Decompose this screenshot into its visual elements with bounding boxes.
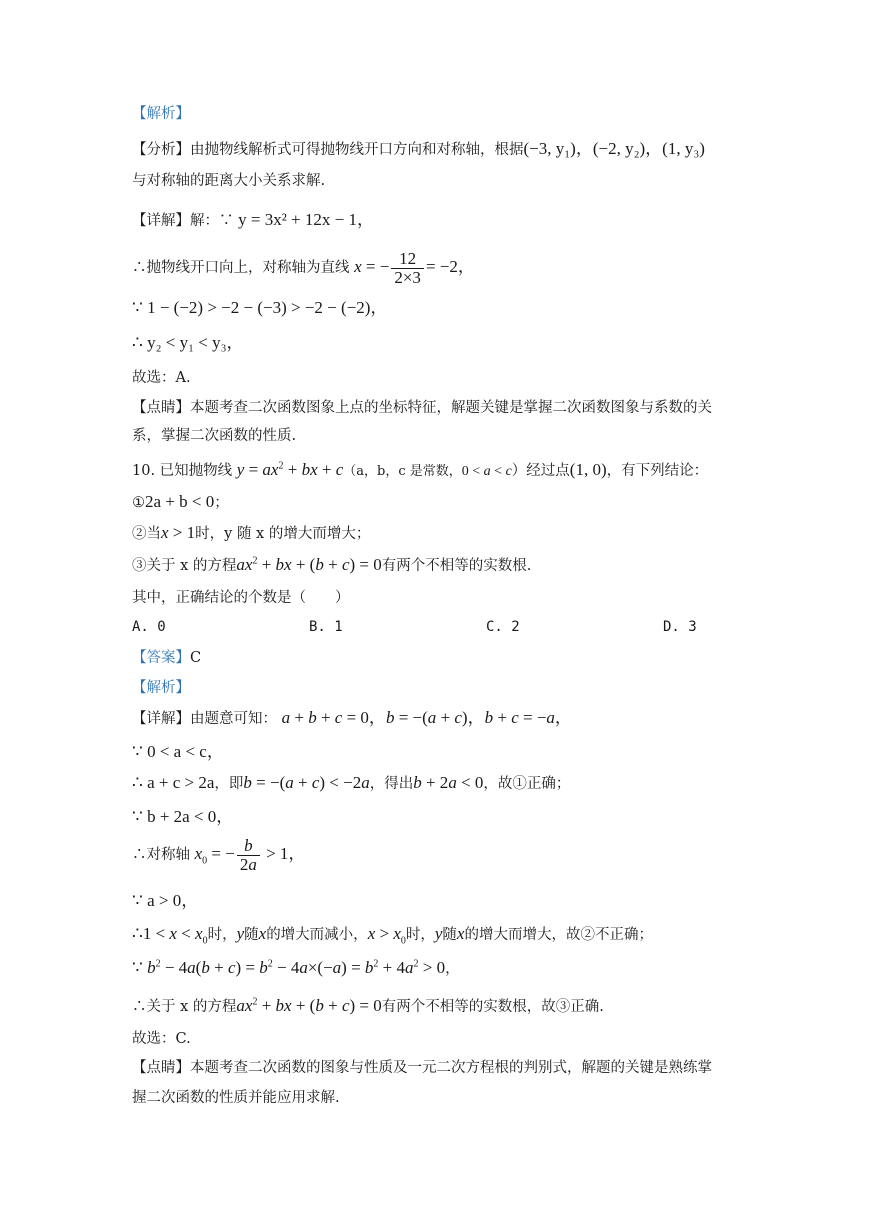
conclusion-3 bbox=[132, 555, 531, 576]
detail2-line bbox=[132, 708, 572, 729]
fenxi-label: 【分析】 bbox=[132, 142, 190, 158]
choose2-line: 故选：C. bbox=[132, 1031, 191, 1047]
derive-b: ，即 bbox=[214, 776, 244, 792]
answer-value: C bbox=[190, 650, 202, 666]
axis2-line bbox=[132, 836, 305, 874]
fenxi-text: 由抛物线解析式可得抛物线开口方向和对称轴，根据 bbox=[190, 142, 524, 158]
detail-intro: 解：∵ bbox=[190, 213, 234, 229]
roots-prefix: ∴关于 x 的方程 bbox=[132, 999, 237, 1015]
q10-stem bbox=[132, 460, 708, 482]
b2a-line: ∵ b + 2a < 0， bbox=[132, 807, 234, 826]
q10-prefix: 10. 已知抛物线 bbox=[132, 463, 233, 479]
comment-line-2: 系，掌握二次函数的性质. bbox=[132, 428, 297, 444]
derive-d: ，故①正确； bbox=[483, 776, 571, 792]
c1-suffix: ； bbox=[214, 495, 229, 511]
mono-c: 的增大而减小， bbox=[266, 927, 368, 943]
mono-x2: x bbox=[456, 924, 465, 943]
c3-suffix: 有两个不相等的实数根. bbox=[381, 558, 532, 574]
derive-eq: b = −(a + c) < −2a bbox=[243, 773, 370, 792]
q10-ineq: 0 < a < c bbox=[461, 464, 512, 479]
mono-a: 时， bbox=[207, 927, 237, 943]
a-positive-line: ∵ a > 0， bbox=[132, 891, 199, 910]
detail2-intro: 由题意可知： bbox=[190, 711, 277, 727]
c2-prefix: ②当 bbox=[132, 526, 161, 542]
axis-formula: x = − $\frac{12}{2\times 3}$ bbox=[354, 257, 426, 276]
q10-question: 其中，正确结论的个数是（ ） bbox=[132, 590, 350, 606]
axis-result: = −2， bbox=[425, 257, 475, 276]
mono-b: 随 bbox=[244, 927, 259, 943]
roots-eq: $ax^2$ + bx + (b + c) = 0 bbox=[236, 996, 382, 1015]
discriminant-line bbox=[132, 958, 460, 979]
comment2-line-2: 握二次函数的性质并能应用求解. bbox=[132, 1090, 340, 1106]
option-a: A. 0 bbox=[132, 619, 166, 635]
mono-y2: y bbox=[434, 924, 443, 943]
ineq-line: ∵ 0 < a < c， bbox=[132, 742, 224, 761]
c2-ineq: x > 1 bbox=[161, 523, 196, 542]
c3-eq: $ax^2$ + bx + (b + c) = 0 bbox=[236, 555, 382, 574]
detail2-formulas: a + b + c = 0，b = −(a + c)，b + c = −a， bbox=[281, 708, 572, 727]
mono-e: 随 bbox=[442, 927, 457, 943]
axis2-prefix: ∴对称轴 bbox=[132, 847, 190, 863]
comment2-line-1 bbox=[132, 1058, 712, 1078]
derive-c: ，得出 bbox=[369, 776, 414, 792]
analysis-line bbox=[132, 139, 705, 160]
axis2-formula: $x_0$ = − $\frac{b}{2a}$ > 1， bbox=[194, 835, 306, 874]
conclusion-1 bbox=[132, 492, 229, 513]
axis-text: ∴抛物线开口向上，对称轴为直线 bbox=[132, 260, 350, 276]
q10-equation: $y = ax^2$ + bx + c bbox=[236, 460, 344, 479]
comment2-text: 本题考查二次函数的图象与性质及一元二次方程根的判别式，解题的关键是熟练掌 bbox=[190, 1060, 712, 1076]
comment-text: 本题考查二次函数图象上点的坐标特征，解题关键是掌握二次函数图象与系数的关 bbox=[190, 400, 712, 416]
compare-line: ∵ 1 − (−2) > −2 − (−3) > −2 − (−2)， bbox=[132, 298, 388, 317]
q10-cond: （a，b，c 是常数， bbox=[343, 464, 462, 479]
choose-line: 故选：A. bbox=[132, 370, 191, 386]
axis-line bbox=[132, 249, 475, 287]
detail-line bbox=[132, 210, 374, 231]
answer-label: 【答案】 bbox=[132, 650, 190, 666]
c1-eq: 2a + b < 0 bbox=[145, 492, 215, 511]
derive-line bbox=[132, 773, 570, 794]
roots-suffix: 有两个不相等的实数根，故③正确. bbox=[381, 999, 604, 1015]
detail2-label: 【详解】 bbox=[132, 711, 190, 727]
derive-result: b + 2a < 0 bbox=[413, 773, 484, 792]
mono-x1: x bbox=[258, 924, 267, 943]
monotone-line bbox=[132, 924, 653, 945]
mono-y1: y bbox=[236, 924, 245, 943]
order-line: ∴ y₂ < y₁ < y₃， bbox=[132, 333, 244, 352]
q10-point: (1, 0) bbox=[569, 460, 607, 479]
answer-line bbox=[132, 648, 201, 668]
q10-cond2: ）经过点 bbox=[511, 463, 570, 479]
discriminant-comma: ， bbox=[445, 961, 460, 977]
fenxi-points: (−3, y₁)，(−2, y₂)，(1, y₃) bbox=[523, 139, 705, 158]
mono-d: 时， bbox=[405, 927, 435, 943]
detail-label: 【详解】 bbox=[132, 213, 190, 229]
c3-prefix: ③关于 x 的方程 bbox=[132, 558, 237, 574]
c2-suffix: 时，y 随 x 的增大而增大； bbox=[195, 526, 371, 542]
mono-range-1: ∴1 < $x < x_0$ bbox=[132, 924, 208, 947]
discriminant-formula: ∵ $b^2 - 4a(b + c) = b^2 - 4a\times(-a) = b^2 + 4a^2 > 0$ bbox=[132, 958, 446, 977]
q10-suffix: ，有下列结论： bbox=[606, 463, 709, 479]
comment-label: 【点睛】 bbox=[132, 400, 190, 416]
c1-prefix: ① bbox=[132, 495, 145, 511]
comment2-label: 【点睛】 bbox=[132, 1060, 190, 1076]
analysis-tag-2: 【解析】 bbox=[132, 680, 190, 696]
mono-f: 的增大而增大，故②不正确； bbox=[464, 927, 653, 943]
option-b: B. 1 bbox=[309, 619, 343, 635]
comment-line-1 bbox=[132, 398, 712, 418]
option-d: D. 3 bbox=[663, 619, 697, 635]
roots-line bbox=[132, 996, 604, 1017]
mono-range-2: $x > x_0$ bbox=[367, 924, 406, 947]
conclusion-2 bbox=[132, 523, 370, 544]
analysis-line-cont: 与对称轴的距离大小关系求解. bbox=[132, 173, 326, 189]
option-c: C. 2 bbox=[486, 619, 520, 635]
analysis-tag: 【解析】 bbox=[132, 106, 190, 122]
parabola-equation: y = 3x² + 12x − 1， bbox=[238, 210, 374, 229]
derive-a: ∴ a + c > 2a bbox=[132, 773, 215, 792]
